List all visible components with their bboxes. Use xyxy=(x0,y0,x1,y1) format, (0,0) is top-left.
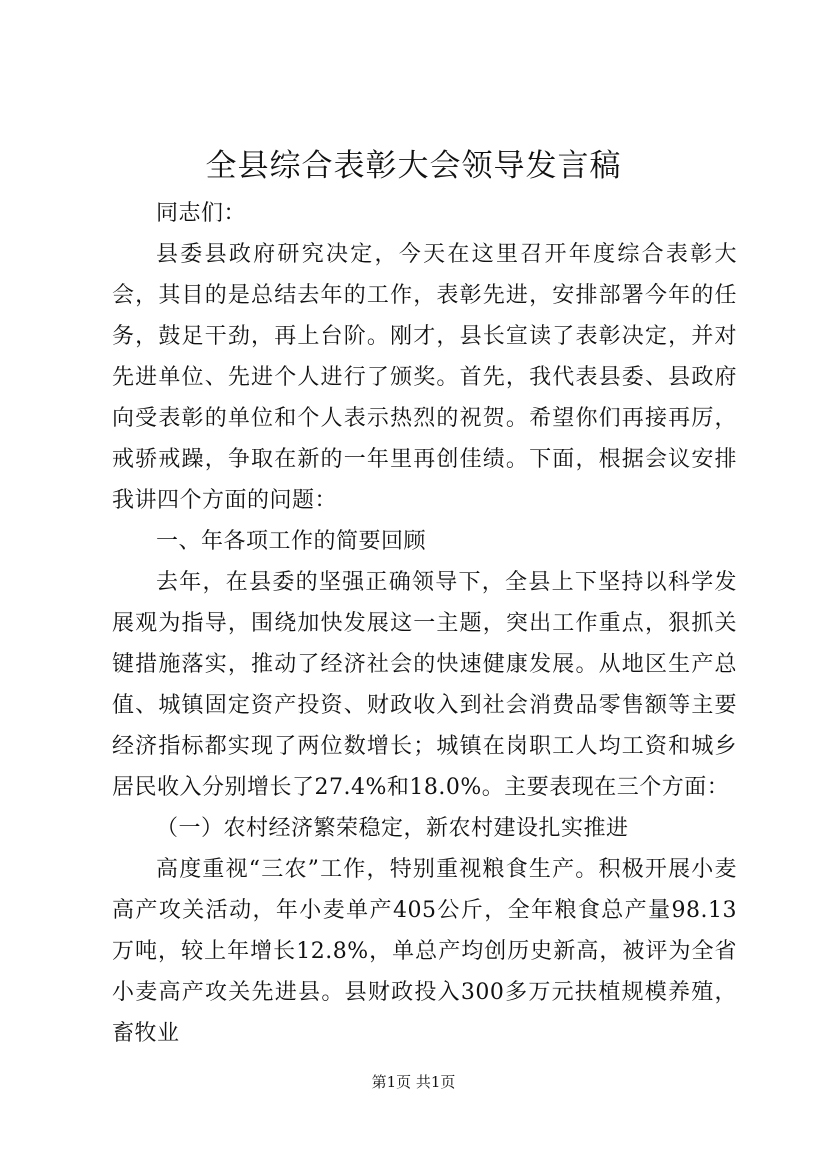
review-paragraph: 去年，在县委的坚强正确领导下，全县上下坚持以科学发展观为指导，围绕加快发展这一主题，突出工作重点，狠抓关键措施落实，推动了经济社会的快速健康发展。从地区生产总值、城镇固定资产投资、财政收入到社会消费品零售额等主要经济指标都实现了两位数增长；城镇在岗职工人均工资和城乡居民收入分别增长了27.4%和18.0%。主要表现在三个方面： xyxy=(112,570,737,800)
greeting-paragraph: 同志们： xyxy=(156,201,247,226)
agriculture-paragraph: 高度重视“三农”工作，特别重视粮食生产。积极开展小麦高产攻关活动，年小麦单产405公斤，全年粮食总产量98.13万吨，较上年增长12.8%，单总产均创历史新高，被评为全省小麦高产攻关先进县。县财政投入300多万元扶植规模养殖，畜牧业 xyxy=(112,857,737,1046)
intro-paragraph: 县委县政府研究决定，今天在这里召开年度综合表彰大会，其目的是总结去年的工作，表彰先进，安排部署今年的任务，鼓足干劲，再上台阶。刚才，县长宣读了表彰决定，并对先进单位、先进个人进行了颁奖。首先，我代表县委、县政府向受表彰的单位和个人表示热烈的祝贺。希望你们再接再厉，戒骄戒躁，争取在新的一年里再创佳绩。下面，根据会议安排我讲四个方面的问题： xyxy=(112,242,737,513)
document-title: 全县综合表彰大会领导发言稿 xyxy=(205,148,622,184)
page-number-footer: 第1页 共1页 xyxy=(371,1073,456,1091)
document-body xyxy=(112,193,737,1054)
subsection-heading: （一）农村经济繁荣稳定，新农村建设扎实推进 xyxy=(156,816,629,841)
section-heading: 一、年各项工作的简要回顾 xyxy=(156,529,427,554)
